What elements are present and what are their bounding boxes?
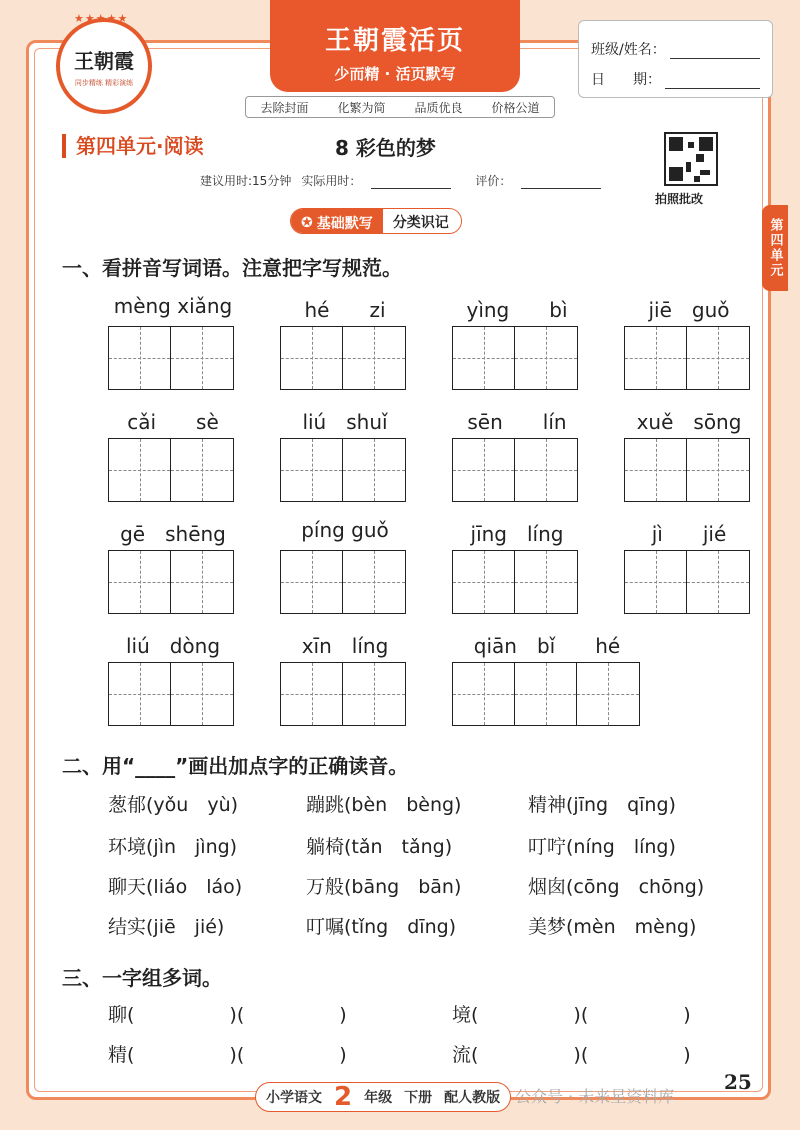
- pinyin-label: cǎi sè: [127, 410, 219, 434]
- pinyin-label: píng guǒ: [301, 518, 389, 542]
- writing-grid[interactable]: [452, 550, 578, 614]
- student-info-box: [578, 20, 773, 98]
- date-field[interactable]: [665, 71, 760, 89]
- pinyin-label: jīng líng: [470, 522, 564, 546]
- word-group-blank[interactable]: 流( )( ): [452, 1044, 691, 1066]
- pill-left: [291, 209, 383, 233]
- brand-logo: [56, 12, 152, 114]
- writing-grid[interactable]: [452, 662, 640, 726]
- pinyin-label: qiān bǐ hé: [473, 634, 621, 658]
- q3-title: 三、一字组多词。: [62, 966, 222, 990]
- page-number: 25: [724, 1070, 752, 1094]
- slogan-item: 价格公道: [491, 100, 540, 115]
- pinyin-label: sēn lín: [467, 410, 567, 434]
- reading-choice[interactable]: 蹦跳(bèn bèng): [306, 794, 462, 816]
- slogan-item: 去除封面: [260, 100, 309, 115]
- unit-title: 第四单元·阅读: [62, 134, 204, 158]
- reading-choice[interactable]: 聊天(liáo láo): [108, 876, 243, 898]
- word-group-blank[interactable]: 精( )( ): [108, 1044, 347, 1066]
- writing-grid[interactable]: [452, 438, 578, 502]
- class-name-label: 班级/姓名：: [591, 42, 666, 58]
- word-group-blank[interactable]: 聊( )( ): [108, 1004, 347, 1026]
- slogan-item: 化繁为简: [337, 100, 386, 115]
- writing-grid[interactable]: [280, 438, 406, 502]
- medal-icon: ✪: [301, 214, 313, 231]
- reading-choice[interactable]: 结实(jiē jié): [108, 916, 225, 938]
- slogan-bar: [245, 96, 555, 118]
- writing-grid[interactable]: [624, 550, 750, 614]
- qr-label: 拍照批改: [655, 192, 704, 206]
- reading-choice[interactable]: 葱郁(yǒu yù): [108, 794, 239, 816]
- side-tab: 第四单元: [762, 205, 788, 291]
- reading-choice[interactable]: 环境(jìn jìng): [108, 836, 238, 858]
- pinyin-label: xīn líng: [301, 634, 389, 658]
- watermark-text: 公众号 · 未来星资料库: [515, 1087, 675, 1106]
- writing-grid[interactable]: [108, 438, 234, 502]
- reading-choice[interactable]: 精神(jīng qīng): [528, 794, 676, 816]
- logo-sub: 同步精练 精彩演练: [74, 78, 134, 87]
- star-icons: ★★★★★: [74, 12, 129, 25]
- pinyin-label: jiē guǒ: [648, 298, 730, 322]
- reading-choice[interactable]: 叮嘱(tǐng dīng): [306, 916, 457, 938]
- brand-banner: [270, 0, 520, 92]
- footer-bar: [255, 1082, 511, 1112]
- writing-grid[interactable]: [624, 326, 750, 390]
- writing-grid[interactable]: [452, 326, 578, 390]
- qr-code-icon[interactable]: [664, 132, 718, 186]
- reading-choice[interactable]: 万般(bāng bān): [306, 876, 462, 898]
- pinyin-label: liú dòng: [125, 634, 221, 658]
- class-name-field[interactable]: [670, 41, 760, 59]
- date-row: [591, 59, 760, 89]
- category-pill: [290, 208, 462, 234]
- pill-right: 分类识记: [383, 209, 461, 233]
- footer-volume: 下册: [404, 1090, 433, 1106]
- q1-title: 一、看拼音写词语。注意把字写规范。: [62, 256, 402, 280]
- writing-grid[interactable]: [108, 326, 234, 390]
- writing-grid[interactable]: [108, 550, 234, 614]
- evaluation-label: 评价：: [475, 174, 512, 188]
- pinyin-label: yìng bì: [466, 298, 568, 322]
- time-line: [200, 172, 601, 189]
- pinyin-label: jì jié: [651, 522, 727, 546]
- date-label: 日 期：: [591, 72, 661, 88]
- q2-title: 二、用“____”画出加点字的正确读音。: [62, 754, 409, 778]
- writing-grid[interactable]: [624, 438, 750, 502]
- footer-subject: 小学语文: [266, 1090, 322, 1106]
- footer-grade-number: 2: [334, 1082, 353, 1112]
- writing-grid[interactable]: [280, 326, 406, 390]
- writing-grid[interactable]: [108, 662, 234, 726]
- class-name-row: [591, 29, 760, 59]
- actual-time-field[interactable]: [371, 175, 451, 189]
- reading-choice[interactable]: 烟囱(cōng chōng): [528, 876, 705, 898]
- reading-choice[interactable]: 叮咛(níng líng): [528, 836, 676, 858]
- pill-left-label: 基础默写: [316, 215, 373, 232]
- reading-choice[interactable]: 美梦(mèn mèng): [528, 916, 697, 938]
- writing-grid[interactable]: [280, 550, 406, 614]
- brand-title: 王朝霞活页: [324, 26, 465, 56]
- writing-grid[interactable]: [280, 662, 406, 726]
- brand-subtitle: 少而精 · 活页默写: [334, 65, 456, 83]
- pinyin-label: gē shēng: [120, 522, 226, 546]
- actual-time-label: 实际用时：: [301, 174, 362, 188]
- footer-grade-label: 年级: [364, 1090, 393, 1106]
- pinyin-label: liú shuǐ: [302, 410, 388, 434]
- reading-choice[interactable]: 躺椅(tǎn tǎng): [306, 836, 453, 858]
- suggested-time: 建议用时:15分钟: [200, 174, 292, 188]
- lesson-title: 8 彩色的梦: [335, 136, 436, 160]
- logo-text: 王朝霞: [74, 48, 134, 73]
- pinyin-label: hé zi: [304, 298, 386, 322]
- pinyin-label: mèng xiǎng: [113, 294, 233, 318]
- pinyin-label: xuě sōng: [636, 410, 742, 434]
- footer-edition: 配人教版: [444, 1090, 501, 1106]
- slogan-item: 品质优良: [414, 100, 463, 115]
- word-group-blank[interactable]: 境( )( ): [452, 1004, 691, 1026]
- evaluation-field[interactable]: [521, 175, 601, 189]
